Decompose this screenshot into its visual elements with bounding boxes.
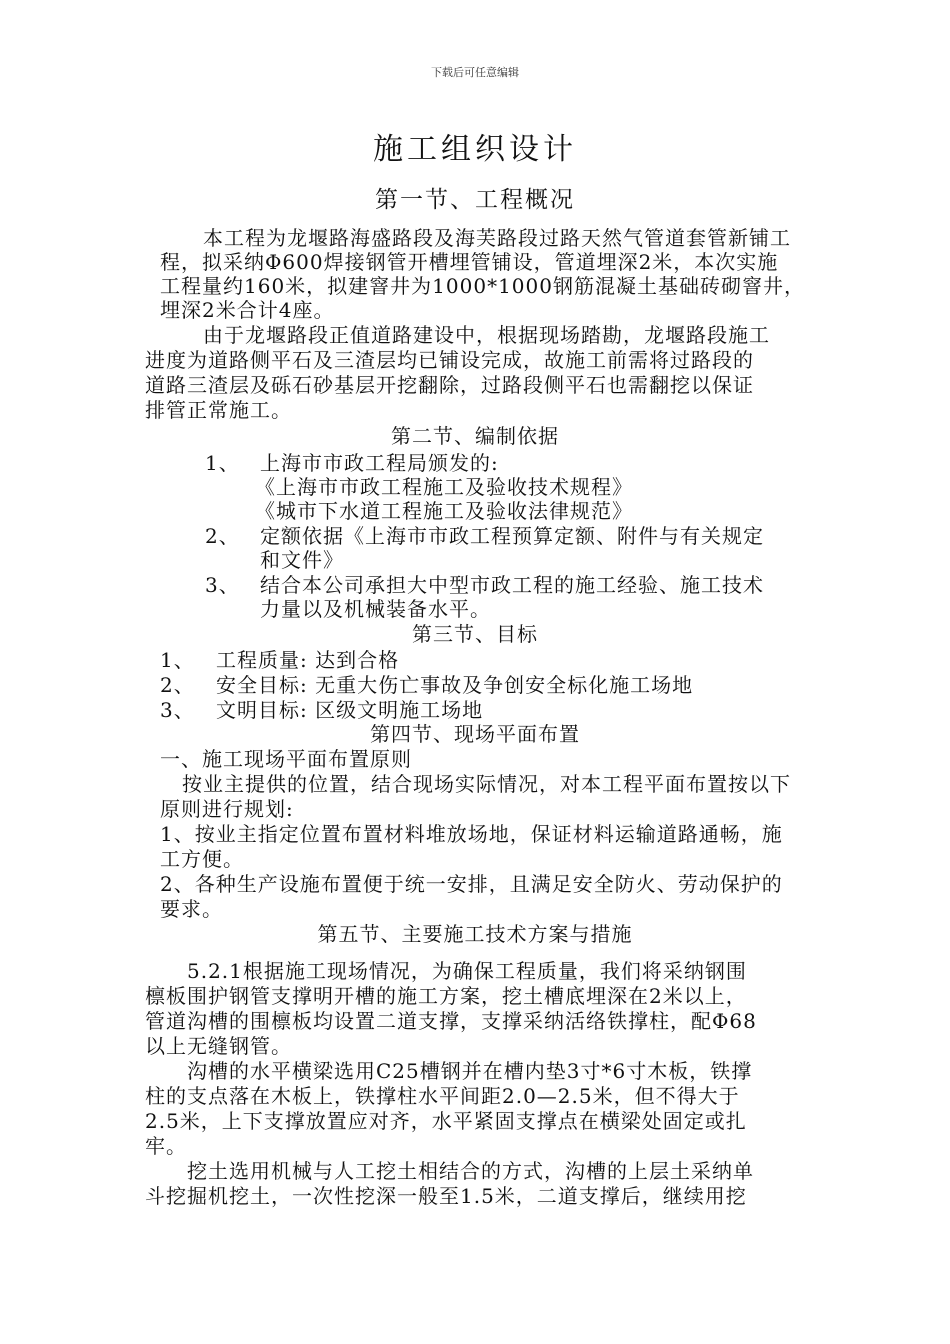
s2-item1-line3: 《城市下水道工程施工及验收法律规范》 <box>255 499 633 523</box>
section1-heading: 第一节、工程概况 <box>375 187 575 213</box>
s2-item1-line2: 《上海市市政工程施工及验收技术规程》 <box>255 475 633 499</box>
s4-rule2-line1: 2、各种生产设施布置便于统一安排，且满足安全防火、劳动保护的 <box>160 872 783 896</box>
s1-p1-line1: 本工程为龙堰路海盛路段及海芙路段过路天然气管道套管新铺工 <box>203 226 791 250</box>
s4-intro-line2: 原则进行规划: <box>160 797 294 821</box>
s5-p2-line3: 2.5米，上下支撑放置应对齐，水平紧固支撑点在横梁处固定或扎 <box>145 1109 747 1133</box>
s3-item1-text: 工程质量: 达到合格 <box>216 648 400 672</box>
s1-p2-line1: 由于龙堰路段正值道路建设中，根据现场踏勘，龙堰路段施工 <box>203 323 770 347</box>
s1-p1-line4: 埋深2米合计4座。 <box>160 298 335 322</box>
s1-p1-line2: 程，拟采纳Φ600焊接钢管开槽埋管铺设，管道埋深2米，本次实施 <box>160 250 779 274</box>
s5-p1-line1: 5.2.1根据施工现场情况，为确保工程质量，我们将采纳钢围 <box>187 959 747 983</box>
s1-p2-line3: 道路三渣层及砾石砂基层开挖翻除，过路段侧平石也需翻挖以保证 <box>145 373 754 397</box>
s3-item1-num: 1、 <box>160 648 195 672</box>
s4-subheading: 一、施工现场平面布置原则 <box>160 747 412 771</box>
section2-heading: 第二节、编制依据 <box>391 424 559 448</box>
s1-p1-line3: 工程量约160米，拟建窨井为1000*1000钢筋混凝土基础砖砌窨井， <box>160 274 805 298</box>
s3-item2-text: 安全目标: 无重大伤亡事故及争创安全标化施工场地 <box>216 673 694 697</box>
s2-item3-num: 3、 <box>205 573 240 597</box>
s2-item2-line1: 定额依据《上海市市政工程预算定额、附件与有关规定 <box>260 524 764 548</box>
s5-p2-line2: 柱的支点落在木板上，铁撑柱水平间距2.0—2.5米，但不得大于 <box>145 1084 740 1108</box>
s3-item3-text: 文明目标: 区级文明施工场地 <box>216 698 484 722</box>
s5-p2-line4: 牢。 <box>145 1134 187 1158</box>
s4-rule1-line2: 工方便。 <box>160 847 244 871</box>
s2-item2-line2: 和文件》 <box>260 548 344 572</box>
s3-item2-num: 2、 <box>160 673 195 697</box>
s5-p1-line4: 以上无缝钢管。 <box>145 1034 292 1058</box>
s5-p1-line2: 檩板围护钢管支撑明开槽的施工方案，挖土槽底埋深在2米以上， <box>145 984 747 1008</box>
s4-intro-line1: 按业主提供的位置，结合现场实际情况，对本工程平面布置按以下 <box>182 772 791 796</box>
s2-item3-line1: 结合本公司承担大中型市政工程的施工经验、施工技术 <box>260 573 764 597</box>
s2-item1-num: 1、 <box>205 451 240 475</box>
section3-heading: 第三节、目标 <box>412 622 538 646</box>
section5-heading: 第五节、主要施工技术方案与措施 <box>317 922 633 946</box>
s5-p1-line3: 管道沟槽的围檩板均设置二道支撑，支撑采纳活络铁撑柱，配Φ68 <box>145 1009 757 1033</box>
section4-heading: 第四节、现场平面布置 <box>370 722 580 746</box>
document-title: 施工组织设计 <box>373 132 577 167</box>
s2-item3-line2: 力量以及机械装备水平。 <box>260 597 491 621</box>
s4-rule2-line2: 要求。 <box>160 897 223 921</box>
s1-p2-line2: 进度为道路侧平石及三渣层均已铺设完成，故施工前需将过路段的 <box>145 348 754 372</box>
s3-item3-num: 3、 <box>160 698 195 722</box>
s2-item2-num: 2、 <box>205 524 240 548</box>
s2-item1-line1: 上海市市政工程局颁发的: <box>260 451 499 475</box>
s1-p2-line4: 排管正常施工。 <box>145 398 292 422</box>
s4-rule1-line1: 1、按业主指定位置布置材料堆放场地，保证材料运输道路通畅，施 <box>160 822 783 846</box>
s5-p3-line2: 斗挖掘机挖土，一次性挖深一般至1.5米，二道支撑后，继续用挖 <box>145 1184 747 1208</box>
header-note: 下载后可任意编辑 <box>431 66 519 79</box>
s5-p3-line1: 挖土选用机械与人工挖土相结合的方式，沟槽的上层土采纳单 <box>187 1159 754 1183</box>
s5-p2-line1: 沟槽的水平横梁选用C25槽钢并在槽内垫3寸*6寸木板，铁撑 <box>187 1059 753 1083</box>
